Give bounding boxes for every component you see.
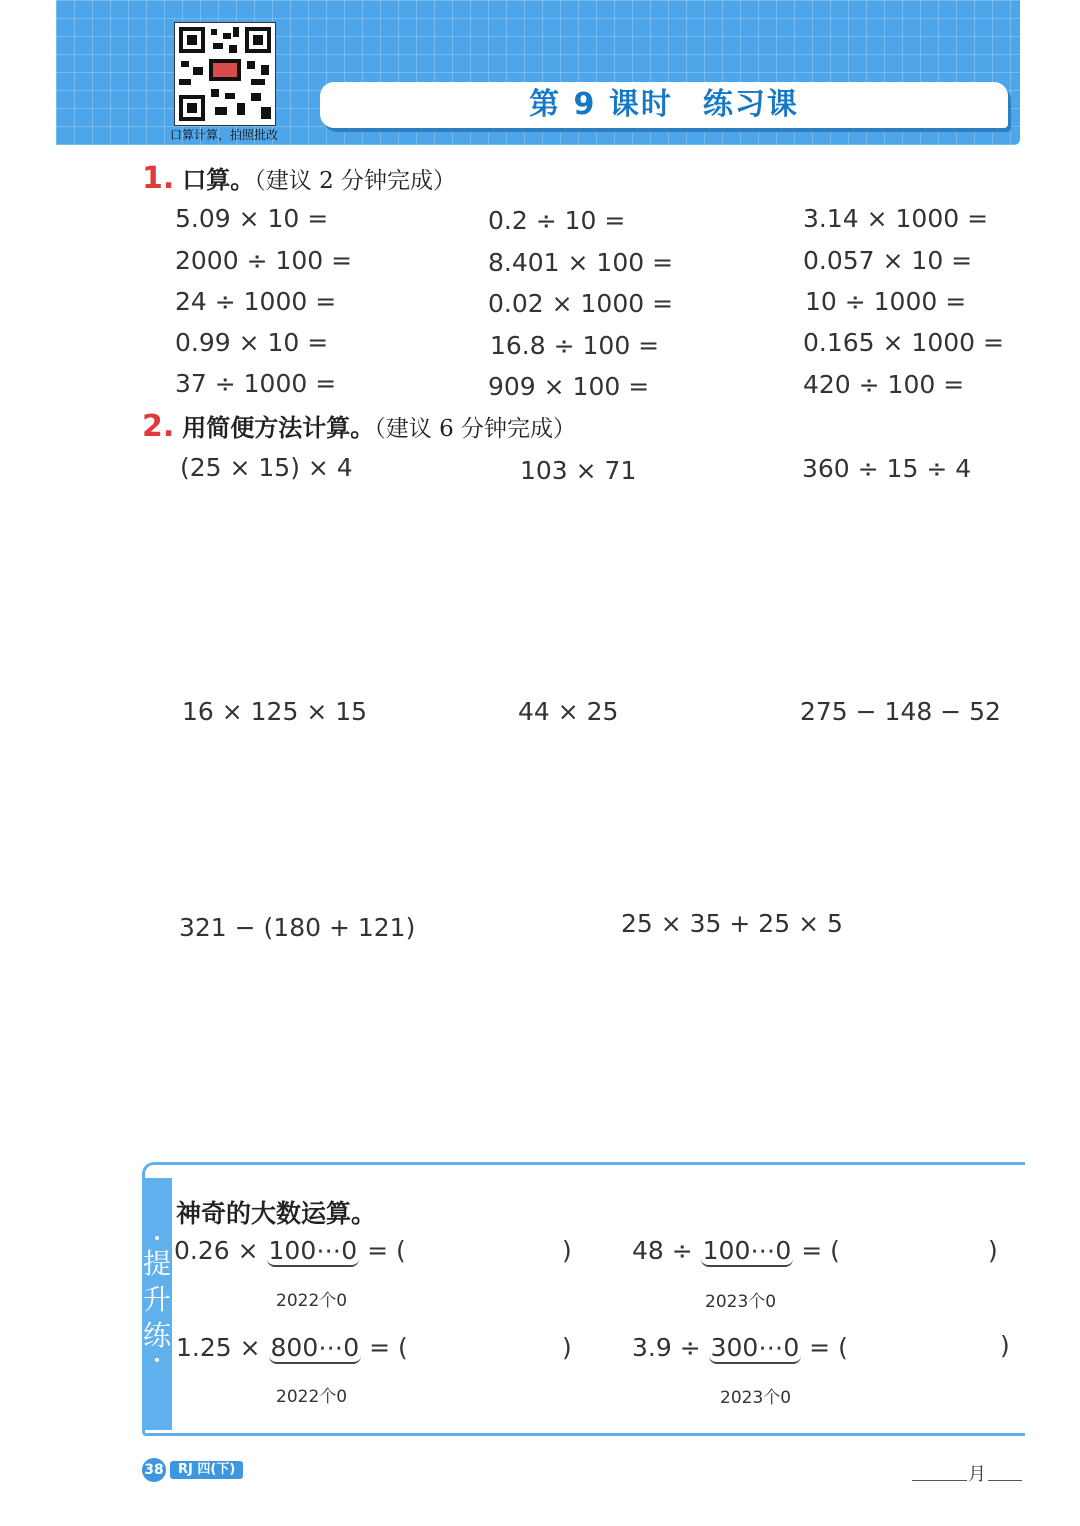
oral-calc-item: 24 ÷ 1000 = <box>175 287 337 316</box>
extra-practice-tab-label: • 提 升 练 • <box>142 1231 171 1369</box>
problem-braced-number: 800⋯0 <box>270 1333 360 1362</box>
zero-count-note: 2023个0 <box>705 1292 777 1312</box>
tab-char: 提 <box>142 1247 171 1280</box>
big-number-problem <box>632 1333 848 1364</box>
oral-calc-item: 16.8 ÷ 100 = <box>490 331 660 360</box>
question-number: 1. <box>142 161 175 196</box>
simplify-problem: 275 − 148 − 52 <box>800 697 1001 726</box>
simplify-problem: 360 ÷ 15 ÷ 4 <box>802 454 972 483</box>
zero-count-note: 2022个0 <box>276 1291 348 1311</box>
simplify-problem: 25 × 35 + 25 × 5 <box>621 909 843 938</box>
oral-calc-item: 5.09 × 10 = <box>175 204 329 233</box>
oral-calc-item: 37 ÷ 1000 = <box>175 369 337 398</box>
problem-braced-number: 300⋯0 <box>710 1333 800 1362</box>
grade-label: RJ 四(下) <box>170 1461 243 1479</box>
simplify-problem: 103 × 71 <box>520 456 637 485</box>
problem-prefix: 48 ÷ <box>632 1236 701 1265</box>
problem-braced-number: 100⋯0 <box>268 1236 358 1265</box>
oral-calc-item: 8.401 × 100 = <box>488 248 674 277</box>
tab-char: 升 <box>142 1283 171 1316</box>
oral-calc-item: 0.165 × 1000 = <box>803 328 1004 357</box>
question-title: 用简便方法计算。 <box>182 414 375 442</box>
oral-calc-item: 2000 ÷ 100 = <box>175 246 353 275</box>
big-number-problem <box>174 1236 406 1267</box>
simplify-problem: 321 − (180 + 121) <box>179 913 416 942</box>
answer-paren-close: ) <box>562 1333 572 1362</box>
simplify-problem: (25 × 15) × 4 <box>180 453 353 482</box>
zero-count-note: 2022个0 <box>276 1387 348 1407</box>
question-1-heading <box>142 160 456 196</box>
oral-calc-item: 420 ÷ 100 = <box>803 370 965 399</box>
oral-calc-item: 0.99 × 10 = <box>175 328 329 357</box>
oral-calc-item: 0.057 × 10 = <box>803 246 973 275</box>
page-number-badge: 38 <box>142 1458 166 1482</box>
extra-practice-title: 神奇的大数运算。 <box>176 1199 377 1228</box>
answer-paren-close: ) <box>562 1236 572 1265</box>
oral-calc-item: 3.14 × 1000 = <box>803 204 989 233</box>
question-title: 口算。 <box>182 166 255 194</box>
lesson-number: 第 9 课时 <box>529 87 673 122</box>
problem-suffix: = ( <box>793 1236 840 1265</box>
oral-calc-item: 0.02 × 1000 = <box>488 289 674 318</box>
qr-caption: 口算计算，拍照批改 <box>170 128 279 142</box>
month-label: 月 <box>968 1464 986 1485</box>
problem-prefix: 3.9 ÷ <box>632 1333 709 1362</box>
problem-suffix: = ( <box>801 1333 848 1362</box>
problem-suffix: = ( <box>359 1236 406 1265</box>
problem-prefix: 0.26 × <box>174 1236 267 1265</box>
tab-char: 练 <box>142 1319 171 1352</box>
question-number: 2. <box>142 409 175 444</box>
oral-calc-item: 909 × 100 = <box>488 372 650 401</box>
problem-braced-number: 100⋯0 <box>702 1236 792 1265</box>
question-hint: （建议 6 分钟完成） <box>374 416 577 442</box>
simplify-problem: 44 × 25 <box>518 697 619 726</box>
problem-suffix: = ( <box>361 1333 408 1362</box>
answer-paren-close: ) <box>1000 1331 1010 1360</box>
lesson-title <box>320 82 1008 128</box>
simplify-problem: 16 × 125 × 15 <box>182 697 368 726</box>
zero-count-note: 2023个0 <box>720 1388 792 1408</box>
oral-calc-item: 10 ÷ 1000 = <box>805 287 967 316</box>
question-2-heading <box>142 408 576 444</box>
qr-code[interactable] <box>174 22 276 126</box>
lesson-type: 练习课 <box>702 87 799 122</box>
problem-prefix: 1.25 × <box>176 1333 269 1362</box>
big-number-problem <box>632 1236 840 1267</box>
big-number-problem <box>176 1333 408 1364</box>
question-hint: （建议 2 分钟完成） <box>254 168 457 194</box>
answer-paren-close: ) <box>988 1236 998 1265</box>
oral-calc-item: 0.2 ÷ 10 = <box>488 206 626 235</box>
date-field[interactable] <box>912 1460 1022 1485</box>
